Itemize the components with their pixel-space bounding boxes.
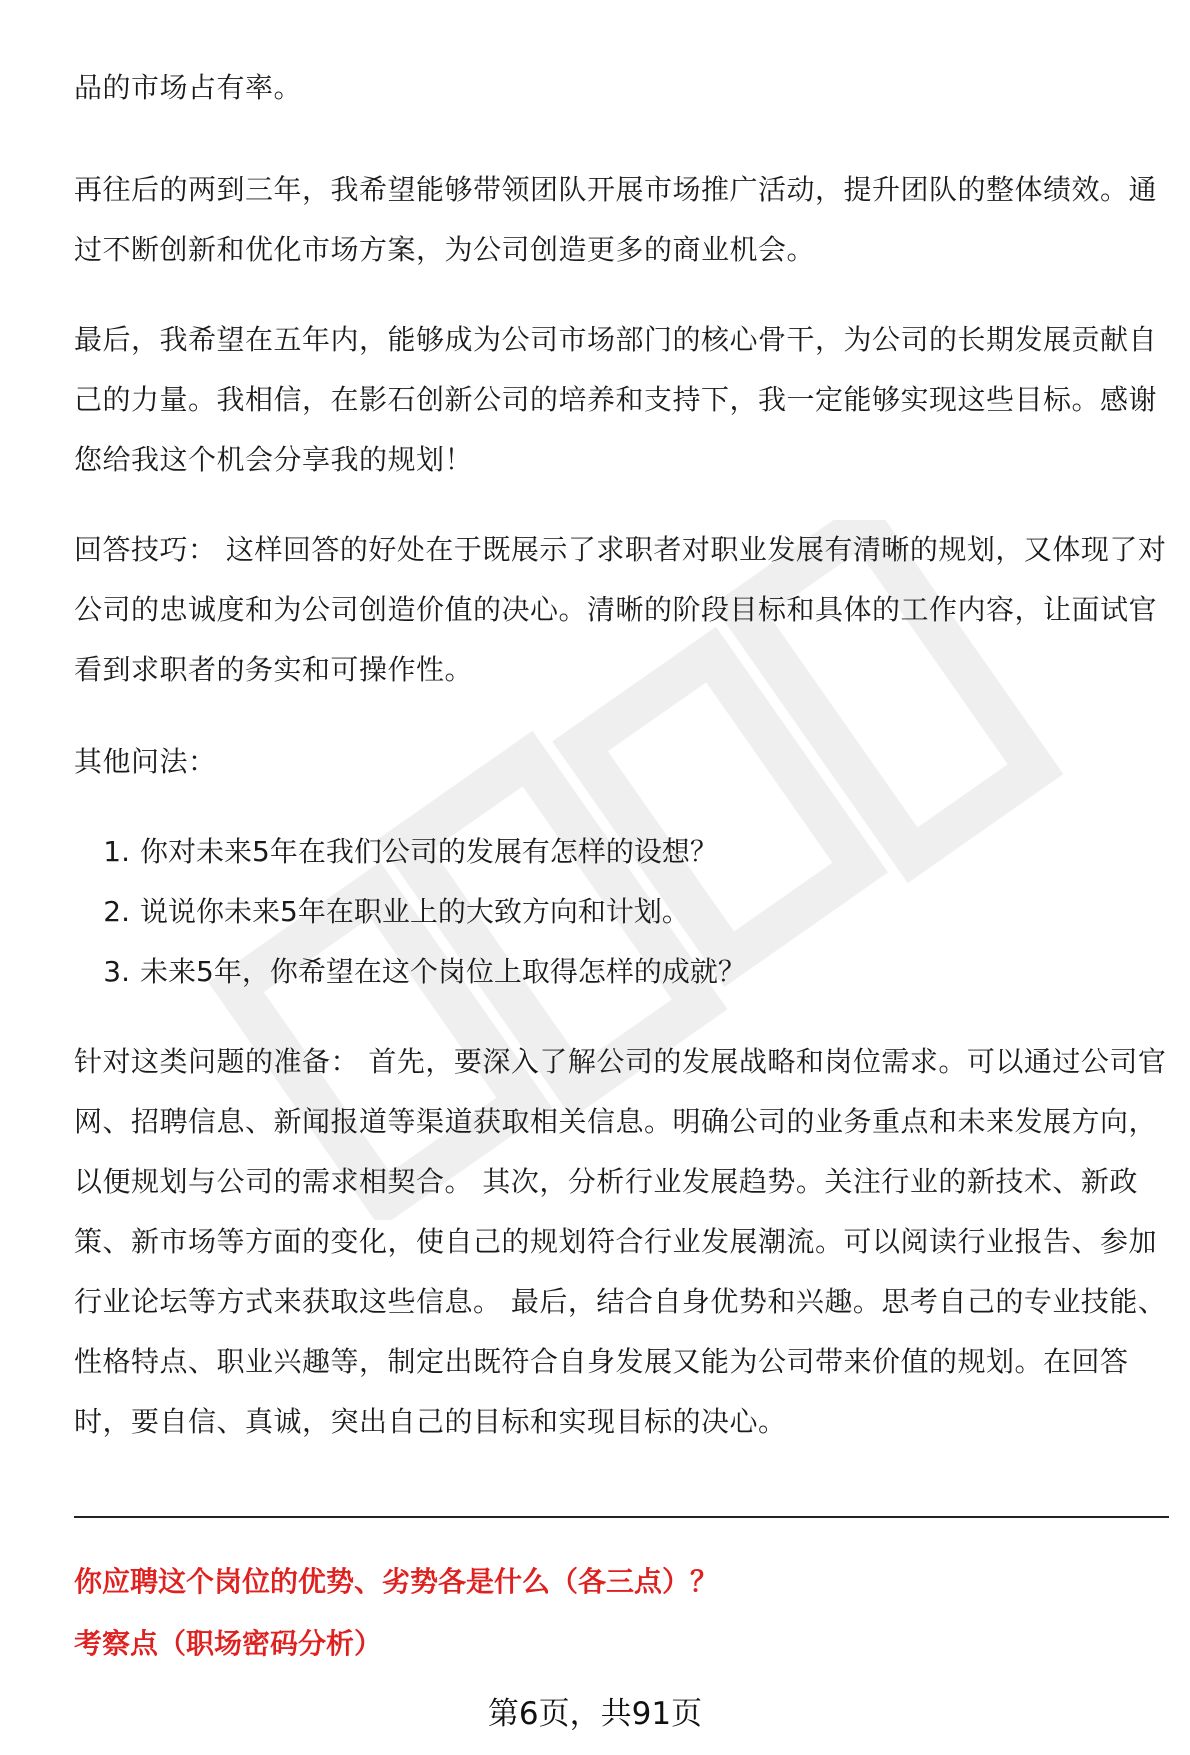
list-item [74,942,1169,1002]
list-item-text: 说说你未来5年在职业上的大致方向和计划。 [140,895,690,928]
list-item [74,882,1169,942]
paragraph-market-share: 品的市场占有率。 [74,71,303,104]
list-item-number: 1. [103,835,130,868]
section-divider [74,1516,1169,1518]
list-item-text: 未来5年，你希望在这个岗位上取得怎样的成就？ [140,955,746,988]
list-item [74,822,1169,882]
paragraph-five-years: 最后，我希望在五年内，能够成为公司市场部门的核心骨干，为公司的长期发展贡献自己的力量。我相信，在影石创新公司的培养和支持下，我一定能够实现这些目标。感谢您给我这个机会分享我的规划！ [74,323,1158,476]
paragraph-other-questions-heading: 其他问法： [74,745,217,778]
paragraph-two-three-years: 再往后的两到三年，我希望能够带领团队开展市场推广活动，提升团队的整体绩效。通过不断创新和优化市场方案，为公司创造更多的商业机会。 [74,173,1158,266]
next-question-title: 你应聘这个岗位的优势、劣势各是什么（各三点）？ [74,1565,719,1598]
list-item-number: 3. [103,955,130,988]
paragraph-answer-tips: 回答技巧： 这样回答的好处在于既展示了求职者对职业发展有清晰的规划，又体现了对公司的忠诚度和为公司创造价值的决心。清晰的阶段目标和具体的工作内容，让面试官看到求职者的务实和可操作性。 [74,533,1167,686]
list-item-number: 2. [103,895,130,928]
page-number: 第6页，共91页 [487,1696,703,1732]
next-question-subtitle: 考察点（职场密码分析） [74,1627,383,1660]
paragraph-preparation: 针对这类问题的准备： 首先，要深入了解公司的发展战略和岗位需求。可以通过公司官网、招聘信息、新闻报道等渠道获取相关信息。明确公司的业务重点和未来发展方向，以便规划与公司的需求相契合。 其次，分析行业发展趋势。关注行业的新技术、新政策、新市场等方面的变化，使自己的规划符合行业发展潮流。可以阅读行业报告、参加行业论坛等方式来获取这些信息。 最后，结合自身优势和兴趣。思考自己的专业技能、性格特点、职业兴趣等，制定出既符合自身发展又能为公司带来价值的规划。在回答时，要自信、真诚，突出自己的目标和实现目标的决心。 [74,1045,1167,1438]
list-item-text: 你对未来5年在我们公司的发展有怎样的设想？ [140,835,718,868]
other-questions-list [74,822,1169,1002]
